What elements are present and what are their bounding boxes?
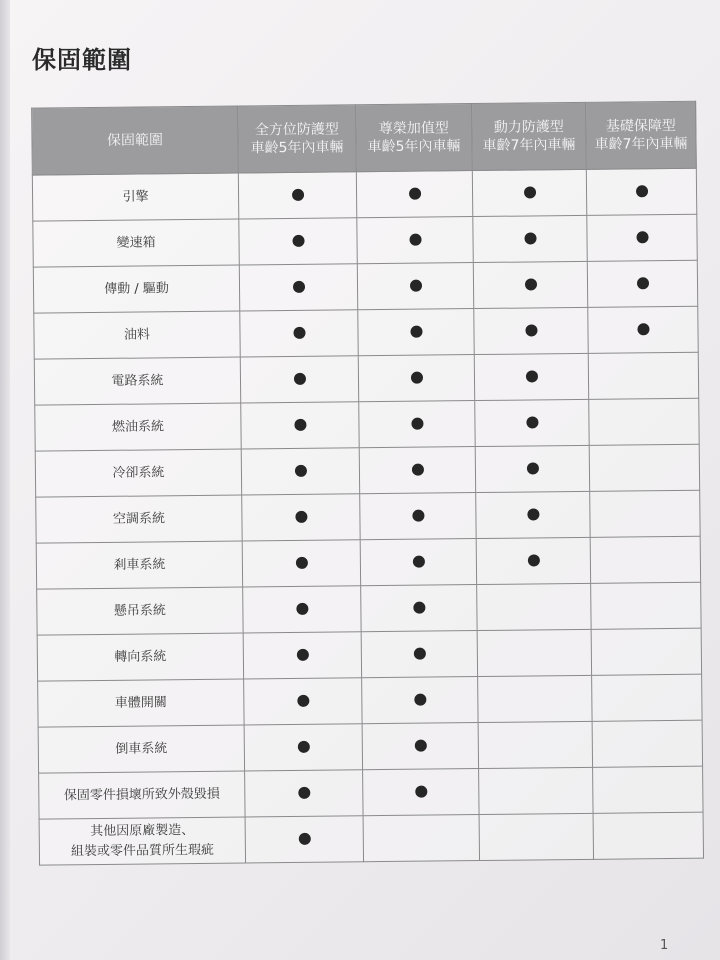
coverage-plan-3-cell: [475, 445, 589, 492]
covered-dot-icon: [525, 370, 537, 382]
coverage-item-label: 倒車系統: [115, 740, 168, 757]
coverage-plan-2-cell: [361, 631, 477, 678]
coverage-plan-3-cell: [476, 491, 590, 538]
coverage-plan-2-cell: [357, 217, 473, 264]
covered-dot-icon: [293, 373, 305, 385]
table-row: [38, 720, 702, 773]
covered-dot-icon: [526, 462, 538, 474]
covered-dot-icon: [411, 418, 423, 430]
coverage-plan-3-cell: [474, 353, 588, 400]
covered-dot-icon: [636, 231, 648, 243]
covered-dot-icon: [295, 511, 307, 523]
coverage-plan-2-cell: [359, 447, 475, 494]
table-row: [36, 490, 700, 543]
table-row: [37, 628, 701, 681]
coverage-item-cell: [34, 357, 240, 405]
coverage-plan-3-cell: [474, 307, 588, 354]
coverage-item-label: 變速箱: [116, 234, 156, 251]
coverage-item-cell: [33, 265, 239, 313]
coverage-plan-3-cell: [478, 721, 592, 768]
covered-dot-icon: [635, 185, 647, 197]
coverage-item-cell: [36, 495, 242, 543]
plan-name: 尊榮加值型: [378, 120, 449, 138]
covered-dot-icon: [636, 277, 648, 289]
table-header-row: [32, 101, 697, 175]
coverage-item-label: 油料: [123, 326, 151, 343]
coverage-plan-2-cell: [362, 677, 478, 724]
coverage-plan-2-cell: [362, 723, 478, 770]
header-plan-3: [472, 102, 587, 170]
coverage-plan-3-cell: [478, 675, 592, 722]
coverage-plan-4-cell: [593, 766, 703, 813]
table-row: [35, 444, 699, 497]
coverage-plan-2-cell: [356, 171, 472, 218]
covered-dot-icon: [296, 649, 308, 661]
header-plan-2: [356, 104, 473, 172]
covered-dot-icon: [412, 556, 424, 568]
coverage-item-cell: [34, 311, 240, 359]
covered-dot-icon: [410, 326, 422, 338]
table-row: [33, 214, 697, 267]
coverage-plan-1-cell: [241, 448, 359, 495]
coverage-item-label: 車體開關: [114, 694, 167, 711]
coverage-plan-2-cell: [360, 493, 476, 540]
coverage-plan-3-cell: [475, 399, 589, 446]
coverage-plan-4-cell: [592, 720, 702, 767]
coverage-plan-4-cell: [586, 168, 696, 215]
covered-dot-icon: [294, 419, 306, 431]
table-row: [34, 306, 698, 359]
table-row: [39, 766, 703, 819]
plan-name: 基礎保障型: [605, 117, 676, 135]
coverage-item-cell: [39, 771, 245, 819]
covered-dot-icon: [298, 787, 310, 799]
coverage-plan-4-cell: [593, 812, 703, 859]
plan-name: 全方位防護型: [254, 121, 339, 139]
coverage-plan-3-cell: [472, 169, 586, 216]
coverage-item-label: 懸吊系統: [113, 602, 166, 619]
covered-dot-icon: [296, 603, 308, 615]
covered-dot-icon: [409, 234, 421, 246]
plan-condition: 車齡5年內車輛: [250, 139, 344, 157]
coverage-plan-4-cell: [588, 352, 698, 399]
coverage-item-cell: [39, 817, 245, 865]
plan-condition: 車齡7年內車輛: [594, 135, 688, 153]
coverage-plan-4-cell: [592, 674, 702, 721]
coverage-plan-2-cell: [363, 815, 479, 862]
coverage-plan-1-cell: [239, 264, 357, 311]
covered-dot-icon: [409, 280, 421, 292]
coverage-plan-1-cell: [241, 402, 359, 449]
coverage-plan-4-cell: [591, 628, 701, 675]
coverage-item-label: 引擎: [122, 188, 149, 205]
coverage-plan-2-cell: [357, 263, 473, 310]
coverage-plan-2-cell: [361, 585, 477, 632]
covered-dot-icon: [523, 186, 535, 198]
page-number: 1: [660, 938, 669, 953]
covered-dot-icon: [413, 602, 425, 614]
coverage-item-cell: [35, 449, 241, 497]
covered-dot-icon: [408, 188, 420, 200]
covered-dot-icon: [414, 740, 426, 752]
covered-dot-icon: [525, 324, 537, 336]
coverage-plan-1-cell: [245, 770, 363, 817]
coverage-item-cell: [35, 403, 241, 451]
coverage-plan-1-cell: [243, 586, 361, 633]
table-body: [32, 168, 703, 865]
covered-dot-icon: [524, 232, 536, 244]
plan-condition: 車齡7年內車輛: [482, 136, 576, 154]
table-row: [34, 352, 698, 405]
covered-dot-icon: [413, 648, 425, 660]
coverage-item-cell: [38, 725, 244, 773]
coverage-item-cell: [38, 679, 244, 727]
coverage-plan-3-cell: [477, 629, 591, 676]
table-row: [37, 582, 701, 635]
coverage-plan-1-cell: [244, 724, 362, 771]
coverage-plan-1-cell: [240, 356, 358, 403]
coverage-item-cell: [33, 219, 239, 267]
header-coverage-scope: [32, 106, 239, 175]
coverage-plan-1-cell: [244, 678, 362, 725]
page-title: 保固範圍: [32, 46, 132, 74]
coverage-item-label: 傳動 / 驅動: [104, 280, 169, 297]
coverage-item-label: 轉向系統: [114, 648, 167, 665]
covered-dot-icon: [292, 235, 304, 247]
coverage-plan-3-cell: [477, 583, 591, 630]
coverage-item-label: 空調系統: [112, 510, 166, 527]
coverage-plan-1-cell: [240, 310, 358, 357]
coverage-plan-3-cell: [479, 813, 593, 860]
header-plan-4: [586, 101, 697, 169]
covered-dot-icon: [297, 741, 309, 753]
coverage-item-label: 冷卻系統: [112, 464, 165, 481]
covered-dot-icon: [411, 464, 423, 476]
coverage-item-label: 組裝或零件品質所生瑕疵: [70, 842, 214, 859]
coverage-plan-1-cell: [242, 540, 360, 587]
coverage-item-label: 電路系統: [111, 372, 164, 389]
coverage-plan-4-cell: [590, 536, 700, 583]
covered-dot-icon: [637, 323, 649, 335]
coverage-plan-2-cell: [359, 401, 475, 448]
coverage-plan-3-cell: [476, 537, 590, 584]
coverage-plan-4-cell: [588, 306, 698, 353]
coverage-item-cell: [32, 173, 238, 221]
coverage-item-cell: [37, 587, 243, 635]
coverage-plan-1-cell: [239, 218, 357, 265]
covered-dot-icon: [410, 372, 422, 384]
table-row: [36, 536, 700, 589]
coverage-plan-1-cell: [245, 816, 363, 863]
coverage-item-label: 燃油系統: [111, 418, 165, 435]
covered-dot-icon: [415, 786, 427, 798]
header-plan-1: [238, 105, 357, 173]
table-row: [35, 398, 699, 451]
coverage-item-cell: [36, 541, 242, 589]
coverage-plan-1-cell: [242, 494, 360, 541]
coverage-item-label: 剎車系統: [113, 556, 166, 573]
coverage-plan-4-cell: [589, 444, 699, 491]
coverage-plan-1-cell: [238, 172, 356, 219]
coverage-plan-3-cell: [479, 767, 593, 814]
table-row: [39, 812, 703, 865]
covered-dot-icon: [412, 510, 424, 522]
plan-name: 動力防護型: [493, 119, 564, 136]
coverage-table: [31, 101, 704, 866]
coverage-plan-1-cell: [243, 632, 361, 679]
plan-condition: 車齡5年內車輛: [367, 138, 461, 156]
covered-dot-icon: [526, 416, 538, 428]
covered-dot-icon: [292, 281, 304, 293]
coverage-plan-4-cell: [587, 260, 697, 307]
coverage-plan-2-cell: [360, 539, 476, 586]
coverage-plan-4-cell: [587, 214, 697, 261]
table-row: [33, 260, 697, 313]
table-row: [38, 674, 702, 727]
covered-dot-icon: [527, 508, 539, 520]
coverage-plan-4-cell: [589, 398, 699, 445]
coverage-plan-2-cell: [363, 769, 479, 816]
header-item-label: 保固範圍: [106, 132, 164, 149]
covered-dot-icon: [298, 833, 310, 845]
covered-dot-icon: [295, 557, 307, 569]
coverage-item-label: 保固零件損壞所致外殼毀損: [63, 786, 220, 803]
covered-dot-icon: [414, 694, 426, 706]
covered-dot-icon: [293, 327, 305, 339]
covered-dot-icon: [291, 189, 303, 201]
coverage-item-cell: [37, 633, 243, 681]
table-row: [32, 168, 696, 221]
coverage-item-label: 其他因原廠製造、: [90, 822, 195, 839]
coverage-plan-2-cell: [358, 309, 474, 356]
covered-dot-icon: [297, 695, 309, 707]
coverage-plan-4-cell: [591, 582, 701, 629]
coverage-plan-4-cell: [590, 490, 700, 537]
covered-dot-icon: [524, 278, 536, 290]
coverage-plan-2-cell: [358, 355, 474, 402]
coverage-plan-3-cell: [473, 215, 587, 262]
coverage-plan-3-cell: [473, 261, 587, 308]
covered-dot-icon: [294, 465, 306, 477]
covered-dot-icon: [527, 554, 539, 566]
